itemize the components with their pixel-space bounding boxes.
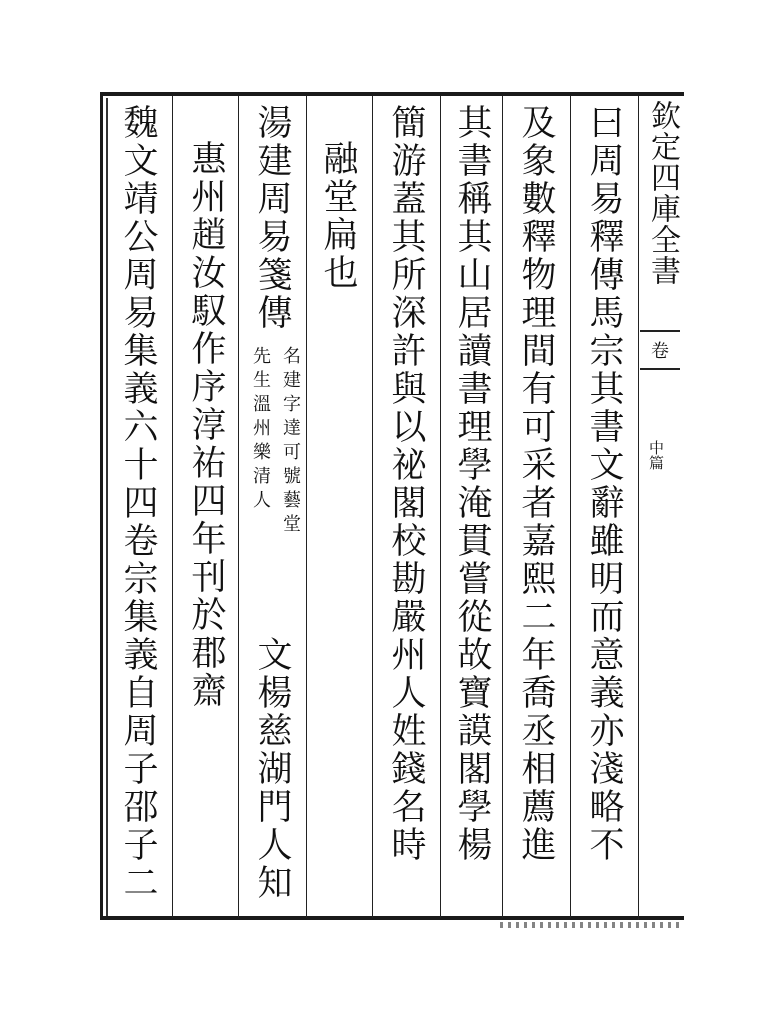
frame-inner-border [106, 98, 108, 916]
text-column-3: 其書稱其山居讀書理學淹貫嘗從故寶謨閣學楊 [452, 104, 492, 864]
column-rule [238, 96, 239, 918]
text-column-4: 簡游蓋其所深許與以祕閣校勘嚴州人姓錢名時 [386, 104, 426, 864]
annotation-right: 名建字達可號藝堂 [280, 346, 301, 538]
book-title: 欽定四庫全書 [645, 100, 680, 286]
text-column-5: 融堂扁也 [318, 140, 358, 292]
annotation-left: 先生溫州樂清人 [250, 346, 271, 514]
column-rule [440, 96, 441, 918]
column-rule [502, 96, 503, 918]
volume-mark: 卷 [640, 330, 680, 370]
column-rule [172, 96, 173, 918]
column-rule [372, 96, 373, 918]
text-column-6-head: 湯建周易箋傳 [252, 104, 292, 332]
text-column-8: 魏文靖公周易集義六十四卷宗集義自周子邵子二 [118, 104, 158, 902]
text-column-2: 及象數釋物理間有可采者嘉熙二年喬丞相薦進 [516, 104, 556, 864]
text-column-7: 惠州趙汝馭作序淳祐四年刊於郡齋 [186, 140, 226, 710]
column-rule [306, 96, 307, 918]
print-edge-marks [500, 922, 680, 928]
text-column-6-tail: 文楊慈湖門人知 [252, 636, 292, 902]
text-column-1: 曰周易釋傳馬宗其書文辭雖明而意義亦淺略不 [584, 104, 624, 864]
column-rule [570, 96, 571, 918]
section-label: 中篇 [647, 440, 665, 470]
